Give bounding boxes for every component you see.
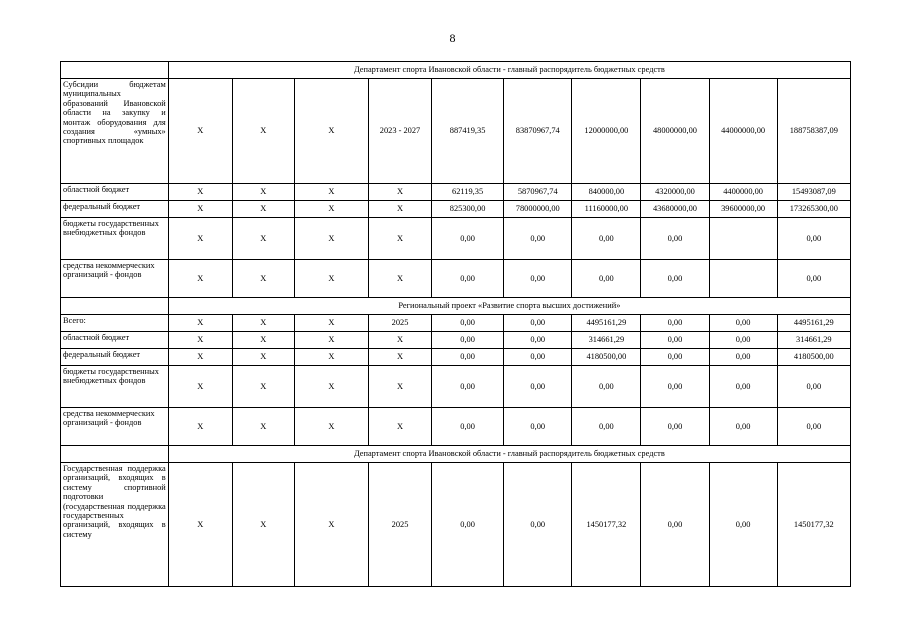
page-number: 8	[449, 31, 456, 45]
cell-v5	[709, 218, 777, 260]
cell-c2: X	[232, 366, 294, 408]
cell-period: X	[369, 184, 432, 201]
table-row	[61, 408, 851, 446]
cell-c3: X	[294, 366, 368, 408]
row-label: бюджеты государственных внебюджетных фондов	[61, 366, 169, 408]
cell-c1: X	[168, 332, 232, 349]
cell-v4: 48000000,00	[641, 79, 709, 184]
cell-c3: X	[294, 184, 368, 201]
cell-c1: X	[168, 201, 232, 218]
cell-v2: 83870967,74	[504, 79, 572, 184]
cell-c2: X	[232, 184, 294, 201]
cell-v2: 78000000,00	[504, 201, 572, 218]
cell-c1: X	[168, 349, 232, 366]
cell-total: 314661,29	[777, 332, 850, 349]
section-header: Департамент спорта Ивановской области - главный распорядитель бюджетных средств	[168, 446, 850, 463]
cell-v3: 4495161,29	[572, 315, 641, 332]
cell-v3: 12000000,00	[572, 79, 641, 184]
cell-v2: 0,00	[504, 366, 572, 408]
cell-c3: X	[294, 349, 368, 366]
cell-c2: X	[232, 218, 294, 260]
table-row	[61, 260, 851, 298]
cell-v5: 0,00	[709, 349, 777, 366]
row-label: федеральный бюджет	[61, 201, 169, 218]
section-header: Департамент спорта Ивановской области - главный распорядитель бюджетных средств	[168, 62, 850, 79]
cell-period: X	[369, 408, 432, 446]
cell-total: 1450177,32	[777, 463, 850, 587]
cell-c2: X	[232, 463, 294, 587]
cell-v2: 0,00	[504, 463, 572, 587]
cell-period: X	[369, 366, 432, 408]
cell-v5: 0,00	[709, 315, 777, 332]
section-header-row	[61, 298, 851, 315]
cell-period: X	[369, 332, 432, 349]
table-row	[61, 218, 851, 260]
cell-total: 188758387,09	[777, 79, 850, 184]
cell-v4: 0,00	[641, 218, 709, 260]
cell-total: 4495161,29	[777, 315, 850, 332]
table-row	[61, 332, 851, 349]
cell-c2: X	[232, 332, 294, 349]
cell-v4: 0,00	[641, 349, 709, 366]
cell-c3: X	[294, 201, 368, 218]
cell-v4: 4320000,00	[641, 184, 709, 201]
cell-c2: X	[232, 201, 294, 218]
row-label: Государственная поддержка организаций, входящих в систему спортивной подготовки (государственная поддержка государственных организаций, входящих в систему	[61, 463, 169, 587]
cell-v1: 0,00	[432, 315, 504, 332]
cell-v3: 840000,00	[572, 184, 641, 201]
row-label: бюджеты государственных внебюджетных фондов	[61, 218, 169, 260]
cell-v2: 0,00	[504, 315, 572, 332]
cell-v4: 0,00	[641, 463, 709, 587]
section-header-row	[61, 446, 851, 463]
cell-c2: X	[232, 408, 294, 446]
cell-v1: 0,00	[432, 332, 504, 349]
cell-c3: X	[294, 315, 368, 332]
cell-v1: 887419,35	[432, 79, 504, 184]
cell-v3: 0,00	[572, 408, 641, 446]
cell-total: 173265300,00	[777, 201, 850, 218]
cell-c3: X	[294, 218, 368, 260]
cell-v3: 11160000,00	[572, 201, 641, 218]
cell-v5: 4400000,00	[709, 184, 777, 201]
cell-v5	[709, 260, 777, 298]
cell-v2: 0,00	[504, 218, 572, 260]
cell-c3: X	[294, 332, 368, 349]
cell-v1: 0,00	[432, 366, 504, 408]
budget-table	[60, 61, 851, 587]
cell-v3: 4180500,00	[572, 349, 641, 366]
cell-v4: 0,00	[641, 315, 709, 332]
row-label: средства некоммерческих организаций - фондов	[61, 260, 169, 298]
cell-c1: X	[168, 79, 232, 184]
cell-c3: X	[294, 408, 368, 446]
cell-v3: 0,00	[572, 218, 641, 260]
cell-v1: 0,00	[432, 218, 504, 260]
cell-total: 0,00	[777, 408, 850, 446]
cell-period: 2023 - 2027	[369, 79, 432, 184]
cell-v3: 1450177,32	[572, 463, 641, 587]
cell-v4: 0,00	[641, 366, 709, 408]
cell-period: X	[369, 218, 432, 260]
cell-period: X	[369, 260, 432, 298]
cell-v4: 0,00	[641, 332, 709, 349]
section-header-row	[61, 62, 851, 79]
row-label: Всего:	[61, 315, 169, 332]
table-row	[61, 184, 851, 201]
cell-v1: 0,00	[432, 349, 504, 366]
empty-cell	[61, 446, 169, 463]
cell-v5: 39600000,00	[709, 201, 777, 218]
cell-c3: X	[294, 79, 368, 184]
cell-c1: X	[168, 184, 232, 201]
cell-c1: X	[168, 260, 232, 298]
cell-v1: 825300,00	[432, 201, 504, 218]
cell-total: 0,00	[777, 366, 850, 408]
table-row	[61, 79, 851, 184]
cell-v5: 0,00	[709, 366, 777, 408]
row-label: федеральный бюджет	[61, 349, 169, 366]
cell-period: 2025	[369, 315, 432, 332]
cell-period: 2025	[369, 463, 432, 587]
cell-v3: 0,00	[572, 260, 641, 298]
cell-total: 4180500,00	[777, 349, 850, 366]
cell-total: 15493087,09	[777, 184, 850, 201]
cell-period: X	[369, 349, 432, 366]
cell-v5: 44000000,00	[709, 79, 777, 184]
table-row	[61, 315, 851, 332]
cell-v2: 0,00	[504, 349, 572, 366]
cell-c1: X	[168, 463, 232, 587]
cell-c2: X	[232, 260, 294, 298]
section-header: Региональный проект «Развитие спорта высших достижений»	[168, 298, 850, 315]
cell-period: X	[369, 201, 432, 218]
cell-v2: 0,00	[504, 332, 572, 349]
cell-v4: 0,00	[641, 260, 709, 298]
cell-v4: 0,00	[641, 408, 709, 446]
table-row	[61, 366, 851, 408]
cell-v2: 5870967,74	[504, 184, 572, 201]
cell-c1: X	[168, 408, 232, 446]
cell-c2: X	[232, 349, 294, 366]
cell-v5: 0,00	[709, 463, 777, 587]
cell-total: 0,00	[777, 260, 850, 298]
row-label: Субсидии бюджетам муниципальных образований Ивановской области на закупку и монтаж оборудования для создания «умных» спортивных площадок	[61, 79, 169, 184]
empty-cell	[61, 62, 169, 79]
cell-v4: 43680000,00	[641, 201, 709, 218]
cell-v2: 0,00	[504, 408, 572, 446]
cell-v1: 62119,35	[432, 184, 504, 201]
cell-c1: X	[168, 366, 232, 408]
cell-v5: 0,00	[709, 408, 777, 446]
row-label: областной бюджет	[61, 184, 169, 201]
row-label: областной бюджет	[61, 332, 169, 349]
cell-c2: X	[232, 79, 294, 184]
cell-c1: X	[168, 315, 232, 332]
cell-v1: 0,00	[432, 260, 504, 298]
cell-v1: 0,00	[432, 408, 504, 446]
cell-c3: X	[294, 463, 368, 587]
cell-c1: X	[168, 218, 232, 260]
table-row	[61, 349, 851, 366]
empty-cell	[61, 298, 169, 315]
cell-c2: X	[232, 315, 294, 332]
table-row	[61, 463, 851, 587]
cell-v5: 0,00	[709, 332, 777, 349]
row-label: средства некоммерческих организаций - фондов	[61, 408, 169, 446]
cell-c3: X	[294, 260, 368, 298]
cell-v3: 314661,29	[572, 332, 641, 349]
cell-v2: 0,00	[504, 260, 572, 298]
cell-v3: 0,00	[572, 366, 641, 408]
table-row	[61, 201, 851, 218]
cell-total: 0,00	[777, 218, 850, 260]
cell-v1: 0,00	[432, 463, 504, 587]
